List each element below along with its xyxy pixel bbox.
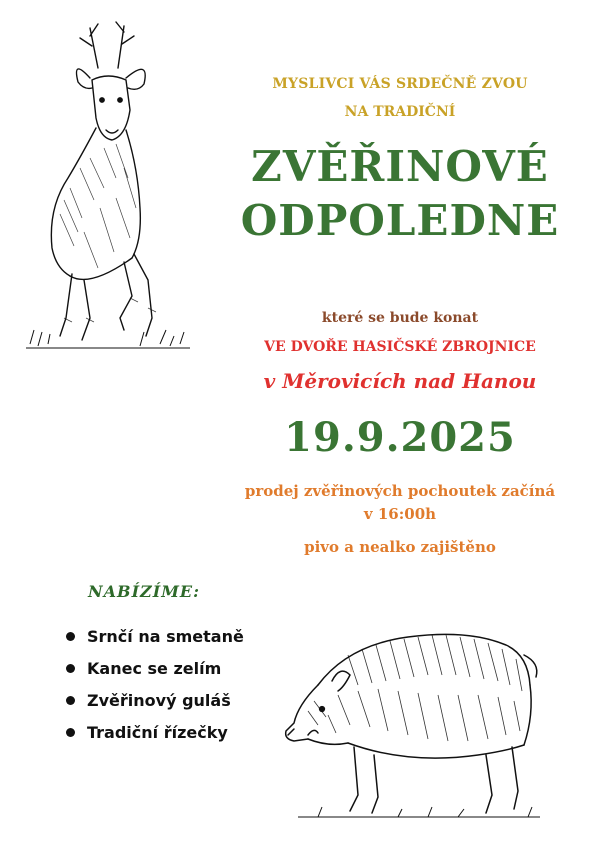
wild-boar-illustration — [278, 615, 548, 830]
invitation-line-1: MYSLIVCI VÁS SRDEČNĚ ZVOU — [272, 76, 528, 92]
wild-boar-drawing — [278, 615, 548, 830]
roe-deer-drawing — [20, 18, 200, 358]
drinks-note: pivo a nealko zajištěno — [304, 538, 496, 556]
offer-item — [60, 684, 244, 716]
bullet-icon — [66, 696, 75, 705]
venue: VE DVOŘE HASIČSKÉ ZBROJNICE — [264, 339, 536, 355]
bullet-icon — [66, 664, 75, 673]
bullet-icon — [66, 632, 75, 641]
title-line-1: ZVĚŘINOVÉ — [251, 142, 549, 191]
event-date: 19.9.2025 — [284, 414, 516, 461]
invitation-line-2: NA TRADIČNÍ — [344, 104, 456, 120]
offer-item-label: Zvěřinový guláš — [87, 690, 231, 710]
offer-item-label: Kanec se zelím — [87, 658, 222, 678]
held-text: které se bude konat — [321, 310, 479, 326]
sale-text-line-2: v 16:00h — [363, 505, 437, 523]
sale-text-line-1: prodej zvěřinových pochoutek začíná — [244, 482, 556, 500]
offer-item-label: Srnčí na smetaně — [87, 626, 244, 646]
roe-deer-illustration — [20, 18, 200, 358]
offer-item — [60, 716, 244, 748]
bullet-icon — [66, 728, 75, 737]
offer-item-label: Tradiční řízečky — [87, 722, 228, 742]
town: v Měrovicích nad Hanou — [263, 369, 537, 393]
offer-item — [60, 620, 244, 652]
offer-item — [60, 652, 244, 684]
offer-list — [60, 620, 244, 748]
offer-heading: NABÍZÍME: — [88, 582, 201, 601]
title-line-2: ODPOLEDNE — [240, 196, 560, 245]
